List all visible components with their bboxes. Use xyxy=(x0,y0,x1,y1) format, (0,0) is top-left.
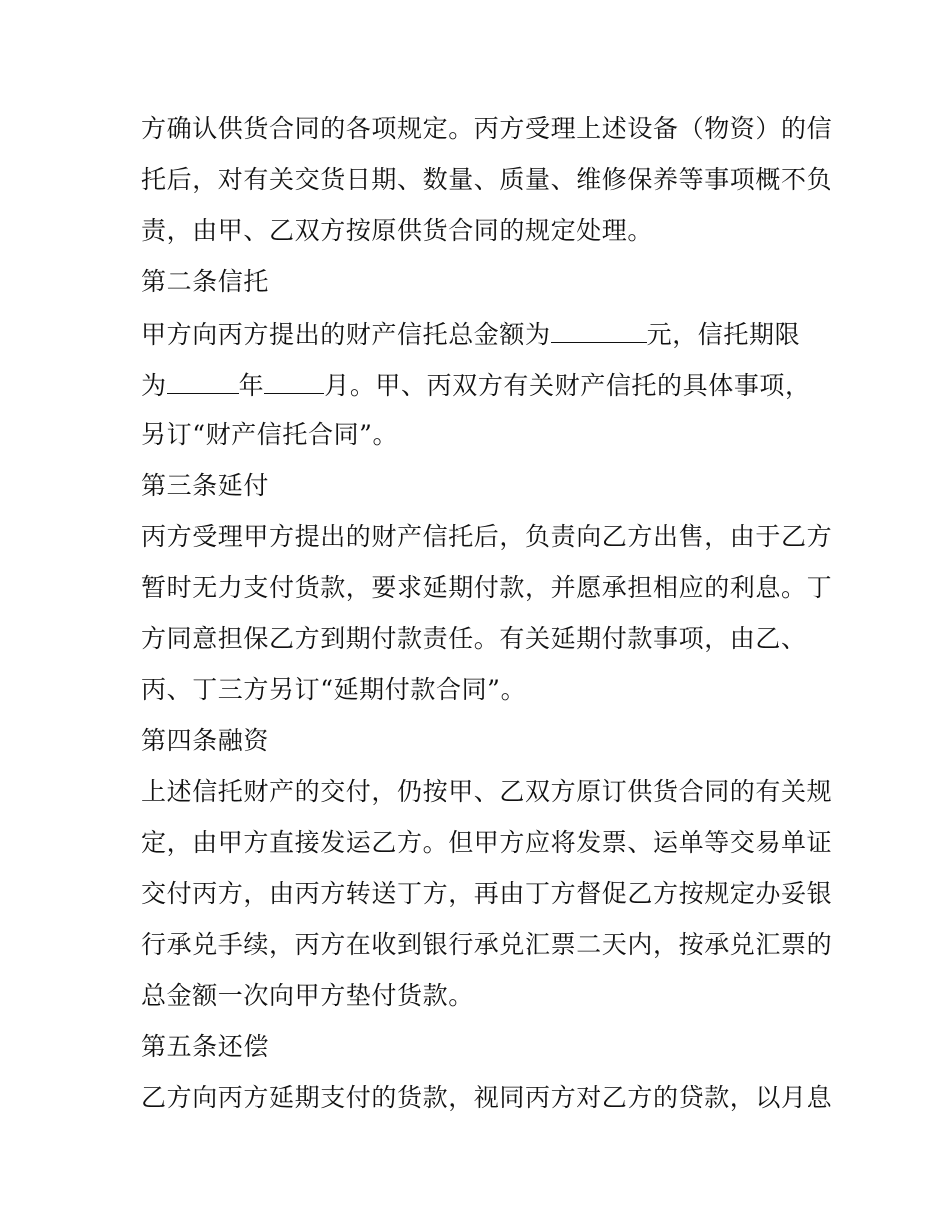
fill-in-blank-year[interactable] xyxy=(167,369,239,394)
article-heading-5: 第五条还偿 xyxy=(141,1032,270,1061)
paragraph-line xyxy=(141,318,800,350)
paragraph-line: 责，由甲、乙双方按原供货合同的规定处理。 xyxy=(141,216,654,245)
paragraph-line: 丙、丁三方另订“延期付款合同”。 xyxy=(141,675,527,704)
paragraph-line: 方同意担保乙方到期付款责任。有关延期付款事项，由乙、 xyxy=(141,624,807,653)
article-heading-2: 第二条信托 xyxy=(141,267,270,296)
article-heading-4: 第四条融资 xyxy=(141,726,270,755)
text-segment: 为 xyxy=(141,371,167,400)
paragraph-line: 托后，对有关交货日期、数量、质量、维修保养等事项概不负 xyxy=(141,165,833,194)
paragraph-line: 丙方受理甲方提出的财产信托后，负责向乙方出售，由于乙方 xyxy=(141,522,833,551)
paragraph-line: 总金额一次向甲方垫付货款。 xyxy=(141,981,474,1010)
paragraph-line: 暂时无力支付货款，要求延期付款，并愿承担相应的利息。丁 xyxy=(141,573,833,602)
paragraph-line: 交付丙方，由丙方转送丁方，再由丁方督促乙方按规定办妥银 xyxy=(141,879,833,908)
text-segment: 年 xyxy=(238,371,265,400)
text-segment: 月。甲、丙双方有关财产信托的具体事项， xyxy=(324,371,811,400)
paragraph-line: 方确认供货合同的各项规定。丙方受理上述设备（物资）的信 xyxy=(141,114,833,143)
fill-in-blank-month[interactable] xyxy=(264,369,324,394)
paragraph-line: 上述信托财产的交付，仍按甲、乙双方原订供货合同的有关规 xyxy=(141,777,833,806)
fill-in-blank-amount[interactable] xyxy=(551,318,647,343)
paragraph-line: 另订“财产信托合同”。 xyxy=(141,420,399,449)
article-heading-3: 第三条延付 xyxy=(141,471,270,500)
text-segment: 元，信托期限 xyxy=(646,320,801,349)
paragraph-line: 定，由甲方直接发运乙方。但甲方应将发票、运单等交易单证 xyxy=(141,828,833,857)
paragraph-line xyxy=(141,369,811,401)
paragraph-line: 行承兑手续，丙方在收到银行承兑汇票二天内，按承兑汇票的 xyxy=(141,930,833,959)
paragraph-line: 乙方向丙方延期支付的货款，视同丙方对乙方的贷款，以月息 xyxy=(141,1083,833,1112)
text-segment: 甲方向丙方提出的财产信托总金额为 xyxy=(141,320,551,349)
